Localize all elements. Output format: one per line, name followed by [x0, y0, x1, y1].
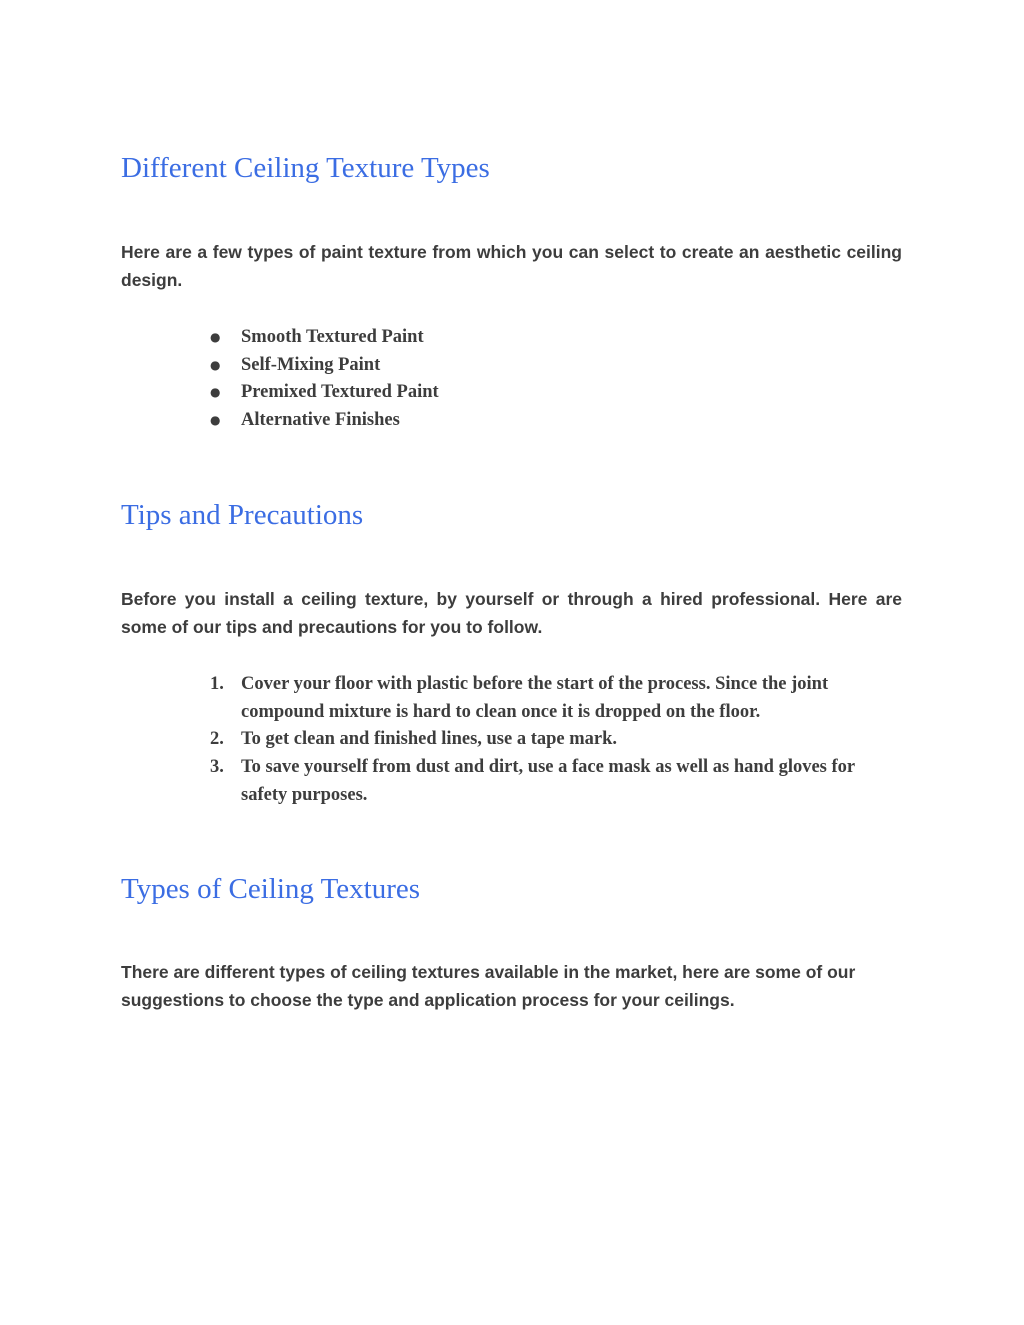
list-item-number: 1.	[210, 674, 224, 694]
list-item-text: Premixed Textured Paint	[241, 382, 439, 403]
list-item	[210, 726, 890, 754]
list-item-number: 2.	[210, 729, 224, 750]
list-item-text: Smooth Textured Paint	[241, 327, 424, 347]
section-paragraph-texture-types: Here are a few types of paint texture from which you can select to create an aesthetic ceiling design.	[121, 242, 902, 290]
list-item-text: Cover your floor with plastic before the start of the process. Since the joint compound mixture is hard to clean once it is dropped on the floor.	[241, 674, 829, 722]
list-item	[210, 407, 890, 435]
list-item	[210, 379, 890, 407]
list-item-text: Self-Mixing Paint	[241, 354, 381, 375]
section-paragraph-tips-precautions: Before you install a ceiling texture, by yourself or through a hired professional. Here are some of our tips and precautions for you to follow.	[121, 589, 902, 637]
bullet-icon: ●	[210, 413, 221, 428]
list-item-text: Alternative Finishes	[241, 410, 400, 431]
bullet-icon: ●	[210, 330, 221, 344]
list-item-number: 3.	[210, 757, 224, 778]
paint-texture-bullet-list	[210, 324, 890, 435]
bullet-icon: ●	[210, 357, 221, 372]
section-paragraph-ceiling-textures: There are different types of ceiling textures available in the market, here are some of our suggestions to choose the type and application process for your ceilings.	[121, 962, 856, 1010]
section-heading-texture-types: Different Ceiling Texture Types	[121, 152, 490, 184]
list-item-text: To save yourself from dust and dirt, use a face mask as well as hand gloves for safety purposes.	[241, 757, 855, 805]
tips-numbered-list	[210, 671, 890, 810]
section-heading-ceiling-textures: Types of Ceiling Textures	[121, 873, 421, 905]
list-item	[210, 671, 890, 726]
list-item	[210, 754, 890, 809]
bullet-icon: ●	[210, 385, 221, 400]
list-item-text: To get clean and finished lines, use a tape mark.	[241, 729, 618, 750]
list-item	[210, 352, 890, 380]
list-item	[210, 324, 890, 352]
section-heading-tips-precautions: Tips and Precautions	[121, 499, 364, 531]
